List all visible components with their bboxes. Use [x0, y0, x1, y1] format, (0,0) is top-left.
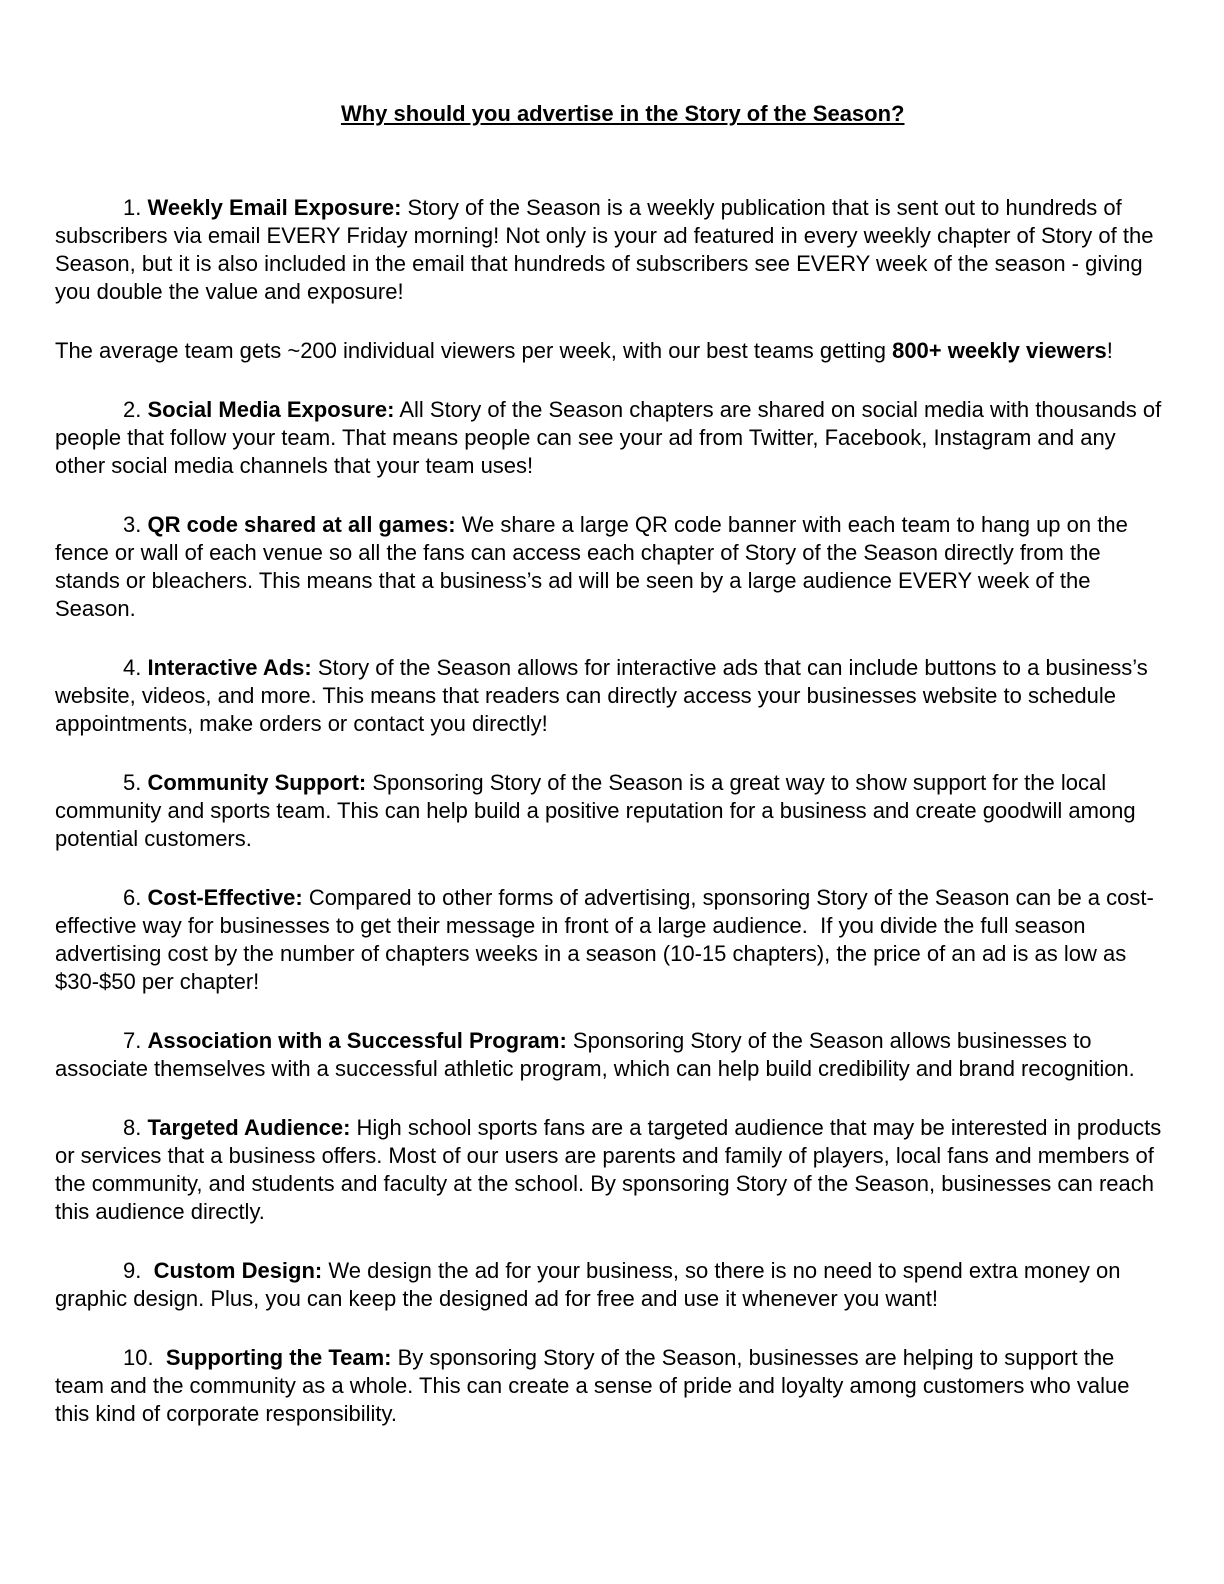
paragraph	[55, 1027, 1166, 1083]
paragraph-text-run: Story of the Season allows for interactive ads that can include buttons to a business’s website, videos, and more. This means that readers can directly access your businesses website to schedule appointments, make orders or contact you directly!	[55, 655, 1154, 736]
paragraph	[55, 884, 1166, 996]
paragraph-bold-run: Targeted Audience:	[147, 1115, 351, 1140]
paragraph-text-run: All Story of the Season chapters are shared on social media with thousands of people that follow your team. That means people can see your ad from Twitter, Facebook, Instagram and any other social media channels that your team uses!	[55, 397, 1168, 478]
paragraph-text-run: 8.	[123, 1115, 148, 1140]
paragraph-text-run: 2.	[123, 397, 148, 422]
paragraph	[55, 194, 1166, 306]
document-title-text: Why should you advertise in the Story of the Season?	[340, 101, 905, 126]
paragraph-text-run: By sponsoring Story of the Season, businesses are helping to support the team and the community as a whole. This can create a sense of pride and loyalty among customers who value this kind of corporate responsibility.	[55, 1345, 1136, 1426]
paragraph-bold-run: Interactive Ads:	[147, 655, 312, 680]
paragraph-text-run: !	[1106, 338, 1113, 363]
paragraph	[55, 769, 1166, 853]
paragraph-bold-run: 800+ weekly viewers	[892, 338, 1107, 363]
paragraph-text-run: Sponsoring Story of the Season allows businesses to associate themselves with a successful athletic program, which can help build credibility and brand recognition.	[55, 1028, 1135, 1081]
paragraph-text-run: 4.	[123, 655, 148, 680]
paragraph-text-run: 3.	[123, 512, 148, 537]
paragraph	[55, 654, 1166, 738]
paragraph-bold-run: Supporting the Team:	[165, 1345, 392, 1370]
paragraph-text-run: 10.	[123, 1345, 166, 1370]
paragraph-bold-run: Social Media Exposure:	[147, 397, 395, 422]
paragraph-bold-run: Custom Design:	[153, 1258, 323, 1283]
paragraph	[55, 1114, 1166, 1226]
paragraph-text-run: The average team gets ~200 individual viewers per week, with our best teams getting	[55, 338, 893, 363]
paragraph-text-run: 9.	[123, 1258, 154, 1283]
document-body	[55, 194, 1166, 1428]
paragraph	[55, 1344, 1166, 1428]
paragraph-text-run: 7.	[123, 1028, 148, 1053]
paragraph-text-run: We design the ad for your business, so there is no need to spend extra money on graphic design. Plus, you can keep the designed ad for free and use it whenever you want!	[55, 1258, 1127, 1311]
paragraph-text-run: High school sports fans are a targeted audience that may be interested in products or services that a business offers. Most of our users are parents and family of players, local fans and members of the community, and students and faculty at the school. By sponsoring Story of the Season, businesses can reach this audience directly.	[55, 1115, 1168, 1224]
paragraph-text-run: 1.	[123, 195, 148, 220]
paragraph-bold-run: Weekly Email Exposure:	[147, 195, 402, 220]
document-title	[55, 72, 1166, 156]
paragraph	[55, 337, 1166, 365]
paragraph-text-run: Story of the Season is a weekly publication that is sent out to hundreds of subscribers via email EVERY Friday morning! Not only is your ad featured in every weekly chapter of Story of the Season, but it is also included in the email that hundreds of subscribers see EVERY week of the season - giving you double the value and exposure!	[55, 195, 1160, 304]
paragraph-bold-run: Cost-Effective:	[147, 885, 303, 910]
paragraph	[55, 511, 1166, 623]
paragraph-text-run: 5.	[123, 770, 148, 795]
paragraph-text-run: Sponsoring Story of the Season is a great way to show support for the local community and sports team. This can help build a positive reputation for a business and create goodwill among potential customers.	[55, 770, 1142, 851]
paragraph	[55, 1257, 1166, 1313]
paragraph-text-run: Compared to other forms of advertising, sponsoring Story of the Season can be a cost-effective way for businesses to get their message in front of a large audience. If you divide the full season advertising cost by the number of chapters weeks in a season (10-15 chapters), the price of an ad is as low as $30-$50 per chapter!	[55, 885, 1154, 994]
paragraph-bold-run: Community Support:	[147, 770, 367, 795]
paragraph-bold-run: Association with a Successful Program:	[147, 1028, 567, 1053]
paragraph-bold-run: QR code shared at all games:	[147, 512, 456, 537]
paragraph	[55, 396, 1166, 480]
paragraph-text-run: We share a large QR code banner with each team to hang up on the fence or wall of each venue so all the fans can access each chapter of Story of the Season directly from the stands or bleachers. This means that a business’s ad will be seen by a large audience EVERY week of the Season.	[55, 512, 1134, 621]
paragraph-text-run: 6.	[123, 885, 148, 910]
